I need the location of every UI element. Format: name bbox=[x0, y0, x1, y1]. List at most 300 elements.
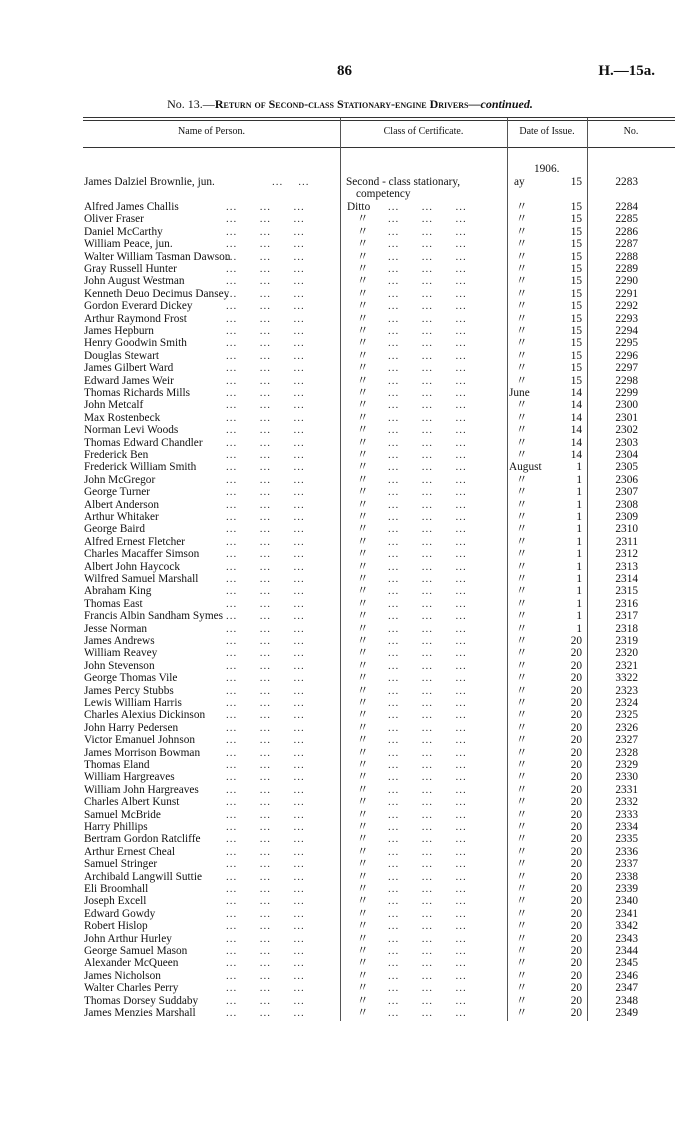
issue-day: 15 bbox=[570, 275, 582, 288]
issue-month: 〃 bbox=[516, 647, 528, 660]
leader-dots: ... ... ... bbox=[388, 250, 467, 263]
issue-month: 〃 bbox=[516, 945, 528, 957]
issue-month: 〃 bbox=[516, 374, 528, 387]
issue-day: 20 bbox=[570, 647, 582, 660]
leader-dots: ... ... ... bbox=[226, 759, 305, 771]
leader-dots: ... ... ... bbox=[388, 585, 467, 598]
certificate-class: 〃 bbox=[357, 845, 369, 858]
leader-dots: ... ... ... bbox=[388, 1007, 467, 1019]
certificate-number: 2349 bbox=[615, 1007, 638, 1019]
issue-day: 20 bbox=[570, 709, 582, 722]
leader-dots: ... ... ... bbox=[226, 436, 305, 449]
person-name: George Thomas Vile bbox=[84, 672, 178, 685]
certificate-number: 2306 bbox=[615, 473, 638, 486]
person-name: Thomas East bbox=[84, 597, 143, 610]
certificate-number: 2340 bbox=[615, 895, 638, 908]
person-name: Thomas Dorsey Suddaby bbox=[84, 994, 199, 1007]
leader-dots: ... ... ... bbox=[226, 635, 305, 647]
certificate-class: 〃 bbox=[357, 994, 369, 1007]
leader-dots: ... ... ... bbox=[226, 374, 305, 387]
person-name: Charles Macaffer Simson bbox=[84, 548, 200, 561]
leader-dots: ... ... ... bbox=[388, 969, 467, 982]
certificate-number: 2333 bbox=[615, 808, 638, 821]
certificate-number: 2300 bbox=[615, 399, 638, 412]
leader-dots: ... ... ... bbox=[388, 771, 467, 784]
person-name: Walter Charles Perry bbox=[84, 982, 179, 995]
person-name: Albert John Haycock bbox=[84, 560, 180, 573]
certificate-number: 2292 bbox=[615, 300, 638, 313]
leader-dots: ... ... ... bbox=[388, 287, 467, 300]
leader-dots: ... ... ... bbox=[226, 473, 305, 486]
certificate-number: 2293 bbox=[615, 312, 638, 325]
certificate-class: 〃 bbox=[357, 300, 369, 313]
certificate-class: 〃 bbox=[357, 821, 369, 833]
leader-dots: ... ... ... bbox=[226, 647, 305, 660]
issue-month: 〃 bbox=[516, 635, 528, 647]
certificate-class: 〃 bbox=[357, 721, 369, 734]
leader-dots: ... ... ... bbox=[226, 994, 305, 1007]
issue-month: 〃 bbox=[516, 883, 528, 895]
leader-dots: ... ... ... bbox=[388, 945, 467, 957]
certificate-class: 〃 bbox=[357, 523, 369, 536]
certificate-class: 〃 bbox=[357, 411, 369, 424]
leader-dots: ... ... ... bbox=[226, 783, 305, 796]
certificate-class: 〃 bbox=[357, 610, 369, 623]
certificate-number: 3322 bbox=[615, 672, 638, 685]
issue-month: 〃 bbox=[516, 684, 528, 697]
leader-dots: ... ... ... bbox=[388, 845, 467, 858]
person-name: Henry Goodwin Smith bbox=[84, 337, 187, 350]
person-name: Gray Russell Hunter bbox=[84, 263, 177, 275]
leader-dots: ... ... ... bbox=[226, 845, 305, 858]
issue-month: 〃 bbox=[516, 808, 528, 821]
issue-month: 〃 bbox=[516, 424, 528, 437]
person-name: James Gilbert Ward bbox=[84, 362, 174, 375]
certificate-number: 2331 bbox=[615, 783, 638, 796]
issue-month: 〃 bbox=[516, 746, 528, 759]
issue-month: 〃 bbox=[516, 449, 528, 461]
certificate-number: 2318 bbox=[615, 622, 638, 635]
issue-day: 1 bbox=[576, 610, 582, 623]
leader-dots: ... ... ... bbox=[388, 325, 467, 337]
certificate-class: 〃 bbox=[357, 312, 369, 325]
issue-day: 1 bbox=[576, 511, 582, 523]
issue-day: 14 bbox=[570, 387, 582, 399]
leader-dots: ... ... ... bbox=[226, 573, 305, 585]
issue-day: 1 bbox=[576, 585, 582, 598]
issue-month: 〃 bbox=[516, 759, 528, 771]
leader-dots: ... ... ... bbox=[388, 486, 467, 499]
certificate-class: Ditto bbox=[347, 201, 371, 213]
person-name: Alexander McQueen bbox=[84, 957, 179, 970]
certificate-number: 2317 bbox=[615, 610, 638, 623]
issue-day: 20 bbox=[570, 982, 582, 995]
leader-dots: ... ... bbox=[272, 176, 310, 188]
certificate-number: 2316 bbox=[615, 597, 638, 610]
certificate-number: 3342 bbox=[615, 920, 638, 933]
issue-month: August bbox=[509, 461, 542, 474]
certificate-number: 2288 bbox=[615, 250, 638, 263]
leader-dots: ... ... ... bbox=[226, 597, 305, 610]
leader-dots: ... ... ... bbox=[388, 399, 467, 412]
person-name: Francis Albin Sandham Symes bbox=[84, 610, 224, 623]
certificate-number: 2294 bbox=[615, 325, 638, 337]
column-divider-no bbox=[587, 118, 588, 1021]
leader-dots: ... ... ... bbox=[226, 548, 305, 561]
issue-day: 20 bbox=[570, 932, 582, 945]
leader-dots: ... ... ... bbox=[388, 883, 467, 895]
certificate-class: 〃 bbox=[357, 374, 369, 387]
person-name: Arthur Raymond Frost bbox=[84, 312, 187, 325]
certificate-number: 2343 bbox=[615, 932, 638, 945]
certificate-number: 2321 bbox=[615, 659, 638, 672]
certificate-class: 〃 bbox=[357, 436, 369, 449]
issue-month: 〃 bbox=[516, 573, 528, 585]
issue-month: 〃 bbox=[516, 597, 528, 610]
issue-month: 〃 bbox=[516, 486, 528, 499]
leader-dots: ... ... ... bbox=[226, 523, 305, 536]
person-name: George Baird bbox=[84, 523, 145, 536]
leader-dots: ... ... ... bbox=[388, 300, 467, 313]
person-name: Daniel McCarthy bbox=[84, 225, 163, 238]
person-name: William Reavey bbox=[84, 647, 158, 660]
leader-dots: ... ... ... bbox=[388, 560, 467, 573]
leader-dots: ... ... ... bbox=[388, 387, 467, 399]
certificate-number: 2345 bbox=[615, 957, 638, 970]
issue-month: June bbox=[509, 387, 530, 399]
issue-day: 20 bbox=[570, 895, 582, 908]
certificate-number: 2330 bbox=[615, 771, 638, 784]
issue-month: 〃 bbox=[516, 436, 528, 449]
leader-dots: ... ... ... bbox=[388, 498, 467, 511]
certificate-number: 2323 bbox=[615, 684, 638, 697]
certificate-number: 2284 bbox=[615, 201, 638, 213]
issue-day: 1 bbox=[576, 573, 582, 585]
certificate-number: 2334 bbox=[615, 821, 638, 833]
leader-dots: ... ... ... bbox=[388, 672, 467, 685]
person-name: William Peace, jun. bbox=[84, 238, 173, 251]
issue-day: 15 bbox=[570, 300, 582, 313]
certificate-number: 2339 bbox=[615, 883, 638, 895]
leader-dots: ... ... ... bbox=[226, 957, 305, 970]
certificate-number: 2303 bbox=[615, 436, 638, 449]
leader-dots: ... ... ... bbox=[388, 225, 467, 238]
certificate-number: 2314 bbox=[615, 573, 638, 585]
issue-day: 15 bbox=[570, 176, 582, 188]
certificate-number: 2328 bbox=[615, 746, 638, 759]
leader-dots: ... ... ... bbox=[226, 225, 305, 238]
issue-month: 〃 bbox=[516, 721, 528, 734]
leader-dots: ... ... ... bbox=[226, 424, 305, 437]
certificate-number: 2289 bbox=[615, 263, 638, 275]
issue-month: 〃 bbox=[516, 870, 528, 883]
issue-month: 〃 bbox=[516, 560, 528, 573]
leader-dots: ... ... ... bbox=[226, 486, 305, 499]
person-name: Bertram Gordon Ratcliffe bbox=[84, 833, 201, 846]
leader-dots: ... ... ... bbox=[226, 325, 305, 337]
issue-day: 1 bbox=[576, 597, 582, 610]
certificate-number: 2315 bbox=[615, 585, 638, 598]
leader-dots: ... ... ... bbox=[388, 920, 467, 933]
leader-dots: ... ... ... bbox=[226, 387, 305, 399]
leader-dots: ... ... ... bbox=[388, 957, 467, 970]
person-name: Archibald Langwill Suttie bbox=[84, 870, 202, 883]
certificate-class: 〃 bbox=[357, 709, 369, 722]
leader-dots: ... ... ... bbox=[226, 808, 305, 821]
issue-month: 〃 bbox=[516, 523, 528, 536]
certificate-class: 〃 bbox=[357, 399, 369, 412]
certificate-class: 〃 bbox=[357, 672, 369, 685]
certificate-class: 〃 bbox=[357, 907, 369, 920]
leader-dots: ... ... ... bbox=[388, 635, 467, 647]
certificate-class: 〃 bbox=[357, 796, 369, 809]
certificate-class: 〃 bbox=[357, 833, 369, 846]
issue-month: 〃 bbox=[516, 783, 528, 796]
certificate-number: 2341 bbox=[615, 907, 638, 920]
issue-month: 〃 bbox=[516, 399, 528, 412]
leader-dots: ... ... ... bbox=[388, 982, 467, 995]
issue-month: 〃 bbox=[516, 969, 528, 982]
issue-day: 15 bbox=[570, 287, 582, 300]
person-name: Charles Alexius Dickinson bbox=[84, 709, 206, 722]
person-name: John Stevenson bbox=[84, 659, 155, 672]
certificate-class: 〃 bbox=[357, 870, 369, 883]
certificate-number: 2346 bbox=[615, 969, 638, 982]
leader-dots: ... ... ... bbox=[226, 337, 305, 350]
issue-month: 〃 bbox=[516, 349, 528, 362]
header-date: Date of Issue. bbox=[519, 126, 575, 137]
certificate-class: 〃 bbox=[357, 858, 369, 871]
leader-dots: ... ... ... bbox=[226, 263, 305, 275]
certificate-number: 2283 bbox=[615, 176, 638, 188]
leader-dots: ... ... ... bbox=[226, 697, 305, 709]
leader-dots: ... ... ... bbox=[388, 461, 467, 474]
person-name: George Samuel Mason bbox=[84, 945, 188, 957]
certificate-class: 〃 bbox=[357, 684, 369, 697]
issue-day: 1 bbox=[576, 473, 582, 486]
issue-month: 〃 bbox=[516, 858, 528, 871]
issue-day: 15 bbox=[570, 213, 582, 226]
certificate-class: 〃 bbox=[357, 808, 369, 821]
certificate-class: 〃 bbox=[357, 920, 369, 933]
leader-dots: ... ... ... bbox=[226, 771, 305, 784]
person-name: James Morrison Bowman bbox=[84, 746, 201, 759]
issue-month: 〃 bbox=[516, 312, 528, 325]
leader-dots: ... ... ... bbox=[388, 411, 467, 424]
certificate-number: 2287 bbox=[615, 238, 638, 251]
issue-day: 20 bbox=[570, 746, 582, 759]
person-name: Kenneth Deuo Decimus Dansey bbox=[84, 287, 230, 300]
person-name: Jesse Norman bbox=[84, 622, 148, 635]
issue-month: 〃 bbox=[516, 275, 528, 288]
leader-dots: ... ... ... bbox=[388, 548, 467, 561]
certificate-number: 2291 bbox=[615, 287, 638, 300]
person-name: Lewis William Harris bbox=[84, 697, 182, 709]
person-name: Joseph Excell bbox=[84, 895, 147, 908]
certificate-class: 〃 bbox=[357, 387, 369, 399]
issue-day: 14 bbox=[570, 411, 582, 424]
leader-dots: ... ... ... bbox=[226, 982, 305, 995]
issue-month: 〃 bbox=[516, 907, 528, 920]
leader-dots: ... ... ... bbox=[388, 858, 467, 871]
person-name: Gordon Everard Dickey bbox=[84, 300, 193, 313]
certificate-number: 2297 bbox=[615, 362, 638, 375]
certificate-class: 〃 bbox=[357, 275, 369, 288]
issue-month: 〃 bbox=[516, 535, 528, 548]
issue-day: 20 bbox=[570, 659, 582, 672]
issue-day: 20 bbox=[570, 945, 582, 957]
person-name: James Menzies Marshall bbox=[84, 1007, 196, 1019]
issue-month: 〃 bbox=[516, 957, 528, 970]
issue-month: 〃 bbox=[516, 734, 528, 747]
certificate-class: 〃 bbox=[357, 535, 369, 548]
certificate-class: 〃 bbox=[357, 783, 369, 796]
issue-day: 15 bbox=[570, 325, 582, 337]
leader-dots: ... ... ... bbox=[226, 349, 305, 362]
column-divider-date bbox=[507, 118, 508, 1021]
issue-day: 15 bbox=[570, 201, 582, 213]
issue-month: 〃 bbox=[516, 771, 528, 784]
issue-day: 20 bbox=[570, 771, 582, 784]
person-name: Walter William Tasman Dawson bbox=[84, 250, 231, 263]
issue-day: 20 bbox=[570, 1007, 582, 1019]
person-name: John Arthur Hurley bbox=[84, 932, 172, 945]
certificate-number: 2348 bbox=[615, 994, 638, 1007]
certificate-number: 2304 bbox=[615, 449, 638, 461]
person-name: John Harry Pedersen bbox=[84, 721, 179, 734]
issue-day: 14 bbox=[570, 436, 582, 449]
issue-month: 〃 bbox=[516, 287, 528, 300]
person-name: John August Westman bbox=[84, 275, 185, 288]
issue-day: 14 bbox=[570, 449, 582, 461]
person-name: Edward James Weir bbox=[84, 374, 174, 387]
leader-dots: ... ... ... bbox=[388, 907, 467, 920]
person-name: Thomas Edward Chandler bbox=[84, 436, 203, 449]
certificate-class: 〃 bbox=[357, 424, 369, 437]
leader-dots: ... ... ... bbox=[388, 374, 467, 387]
leader-dots: ... ... ... bbox=[388, 473, 467, 486]
leader-dots: ... ... ... bbox=[226, 920, 305, 933]
person-name: Edward Gowdy bbox=[84, 907, 156, 920]
issue-month: 〃 bbox=[516, 201, 528, 213]
issue-day: 20 bbox=[570, 697, 582, 709]
person-name: Arthur Ernest Cheal bbox=[84, 845, 175, 858]
person-name: William John Hargreaves bbox=[84, 783, 199, 796]
leader-dots: ... ... ... bbox=[388, 870, 467, 883]
issue-day: 1 bbox=[576, 486, 582, 499]
leader-dots: ... ... ... bbox=[226, 734, 305, 747]
issue-month: 〃 bbox=[516, 511, 528, 523]
certificate-number: 2301 bbox=[615, 411, 638, 424]
leader-dots: ... ... ... bbox=[388, 709, 467, 722]
certificate-class: 〃 bbox=[357, 734, 369, 747]
person-name: Frederick William Smith bbox=[84, 461, 197, 474]
issue-day: 15 bbox=[570, 374, 582, 387]
certificate-class: 〃 bbox=[357, 622, 369, 635]
person-name: Harry Phillips bbox=[84, 821, 148, 833]
certificate-class: 〃 bbox=[357, 982, 369, 995]
certificate-number: 2295 bbox=[615, 337, 638, 350]
leader-dots: ... ... ... bbox=[226, 411, 305, 424]
issue-day: 20 bbox=[570, 858, 582, 871]
issue-month: 〃 bbox=[516, 672, 528, 685]
issue-day: 15 bbox=[570, 225, 582, 238]
issue-month: 〃 bbox=[516, 920, 528, 933]
leader-dots: ... ... ... bbox=[226, 300, 305, 313]
person-name: James Dalziel Brownlie, jun. bbox=[84, 176, 215, 188]
certificate-class: 〃 bbox=[357, 461, 369, 474]
certificate-class: 〃 bbox=[357, 511, 369, 523]
leader-dots: ... ... ... bbox=[226, 362, 305, 375]
leader-dots: ... ... ... bbox=[388, 201, 467, 213]
issue-month: 〃 bbox=[516, 932, 528, 945]
person-name: Norman Levi Woods bbox=[84, 424, 179, 437]
leader-dots: ... ... ... bbox=[226, 796, 305, 809]
certificate-number: 2326 bbox=[615, 721, 638, 734]
leader-dots: ... ... ... bbox=[226, 883, 305, 895]
leader-dots: ... ... ... bbox=[388, 436, 467, 449]
issue-day: 1 bbox=[576, 498, 582, 511]
person-name: Max Rostenbeck bbox=[84, 411, 161, 424]
issue-month: 〃 bbox=[516, 238, 528, 251]
issue-month: 〃 bbox=[516, 585, 528, 598]
column-divider-class bbox=[340, 118, 341, 1021]
person-name: Alfred Ernest Fletcher bbox=[84, 535, 186, 548]
issue-day: 20 bbox=[570, 635, 582, 647]
leader-dots: ... ... ... bbox=[388, 659, 467, 672]
person-name: George Turner bbox=[84, 486, 150, 499]
issue-day: 20 bbox=[570, 920, 582, 933]
leader-dots: ... ... ... bbox=[388, 275, 467, 288]
leader-dots: ... ... ... bbox=[226, 201, 305, 213]
leader-dots: ... ... ... bbox=[388, 424, 467, 437]
issue-month: 〃 bbox=[516, 796, 528, 809]
header-class: Class of Certificate. bbox=[383, 126, 464, 137]
leader-dots: ... ... ... bbox=[388, 684, 467, 697]
certificate-number: 2296 bbox=[615, 349, 638, 362]
person-name: Thomas Richards Mills bbox=[84, 387, 191, 399]
issue-day: 20 bbox=[570, 821, 582, 833]
leader-dots: ... ... ... bbox=[226, 511, 305, 523]
leader-dots: ... ... ... bbox=[388, 833, 467, 846]
leader-dots: ... ... ... bbox=[388, 821, 467, 833]
issue-month: 〃 bbox=[516, 300, 528, 313]
issue-month: 〃 bbox=[516, 833, 528, 846]
issue-month: 〃 bbox=[516, 610, 528, 623]
issue-month: 〃 bbox=[516, 473, 528, 486]
certificate-class: 〃 bbox=[357, 560, 369, 573]
leader-dots: ... ... ... bbox=[226, 287, 305, 300]
issue-day: 20 bbox=[570, 907, 582, 920]
certificate-class: 〃 bbox=[357, 771, 369, 784]
certificate-class: 〃 bbox=[357, 597, 369, 610]
leader-dots: ... ... ... bbox=[226, 895, 305, 908]
certificate-number: 2320 bbox=[615, 647, 638, 660]
issue-month: 〃 bbox=[516, 709, 528, 722]
leader-dots: ... ... ... bbox=[388, 734, 467, 747]
issue-month: 〃 bbox=[516, 411, 528, 424]
person-name: Frederick Ben bbox=[84, 449, 149, 461]
leader-dots: ... ... ... bbox=[388, 511, 467, 523]
person-name: Oliver Fraser bbox=[84, 213, 144, 226]
person-name: John Metcalf bbox=[84, 399, 144, 412]
issue-month: 〃 bbox=[516, 263, 528, 275]
certificate-class: 〃 bbox=[357, 969, 369, 982]
certificate-class: 〃 bbox=[357, 573, 369, 585]
issue-day: 20 bbox=[570, 870, 582, 883]
leader-dots: ... ... ... bbox=[226, 399, 305, 412]
issue-day: 15 bbox=[570, 250, 582, 263]
